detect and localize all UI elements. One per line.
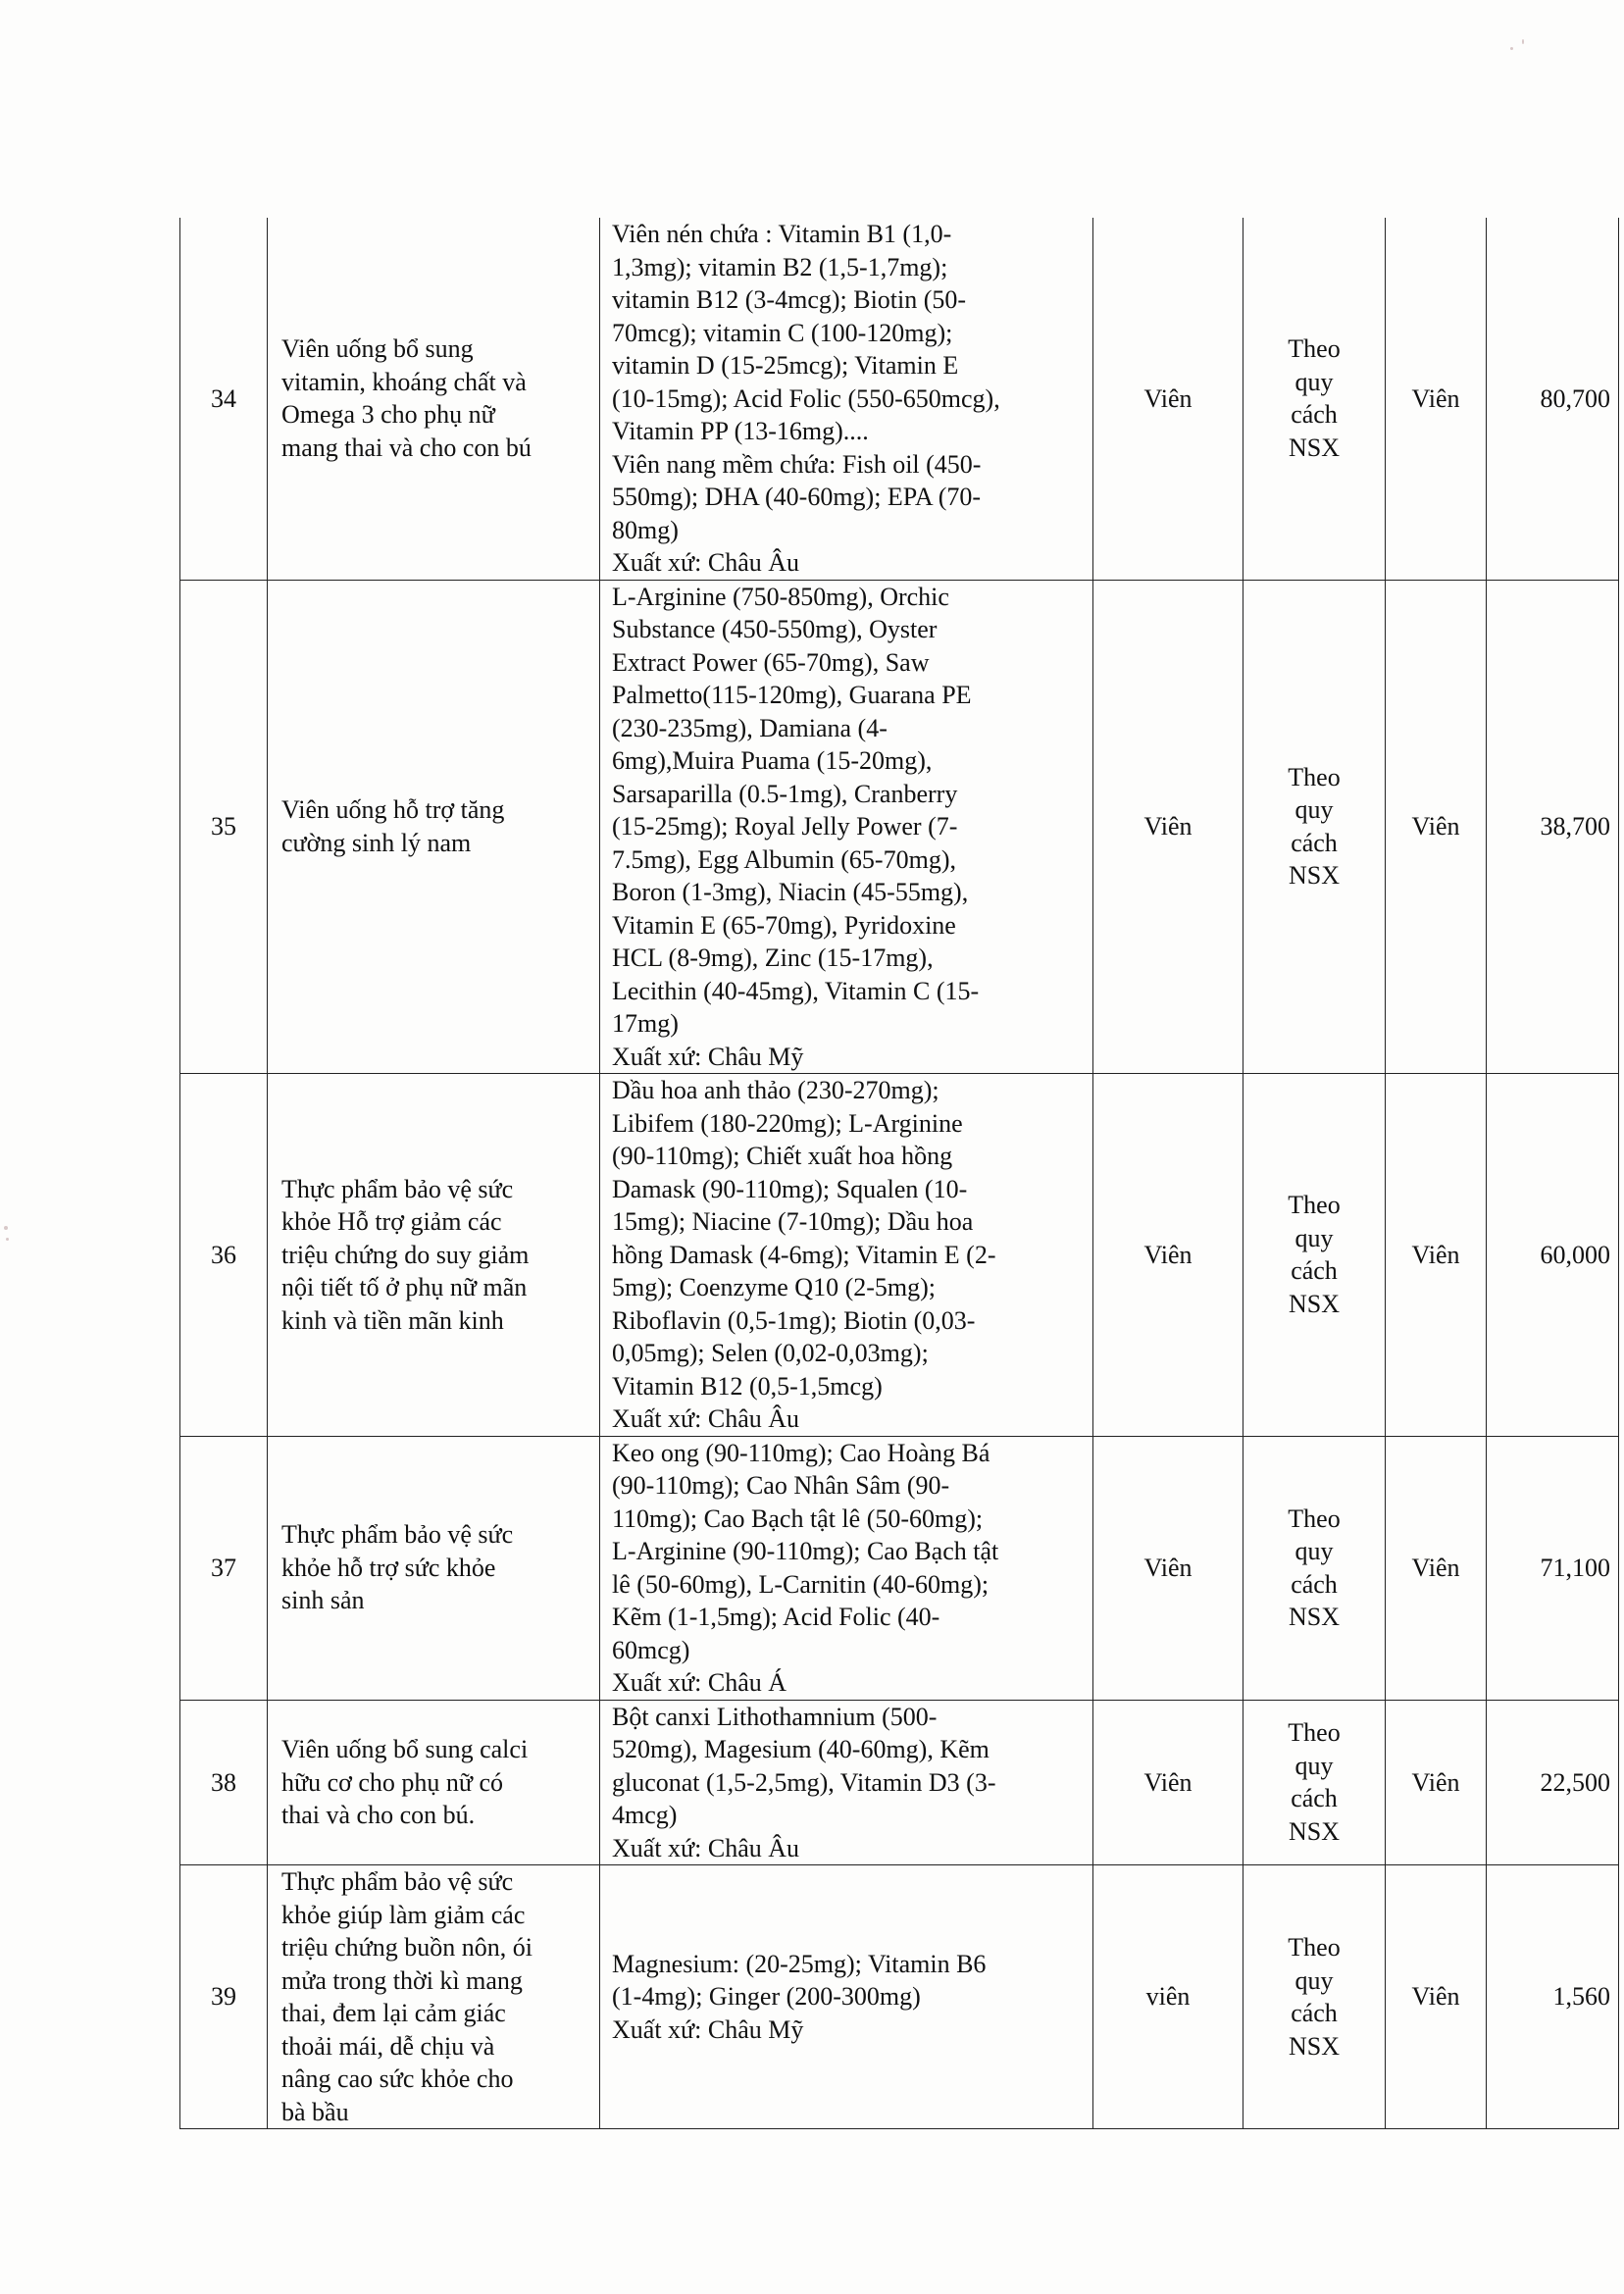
scan-speck [4, 1226, 8, 1230]
specification-line: 60mcg) [612, 1635, 690, 1664]
product-name-line: Omega 3 cho phụ nữ [281, 400, 495, 430]
packaging-line: Theo [1288, 1933, 1341, 1962]
packaging-line: quy [1294, 1537, 1334, 1565]
unit-cell-2: Viên [1386, 1700, 1487, 1865]
packaging-line: NSX [1288, 1289, 1340, 1318]
product-name [268, 1865, 600, 2129]
product-specification [600, 580, 1093, 1074]
product-name-line: mang thai và cho con bú [281, 433, 532, 462]
specification-line: 6mg),Muira Puama (15-20mg), [612, 746, 933, 775]
price-cell: 80,700 [1487, 218, 1619, 580]
specification-line: Libifem (180-220mg); L-Arginine [612, 1108, 963, 1138]
product-name-line: triệu chứng do suy giảm [281, 1240, 530, 1269]
packaging-cell [1243, 1436, 1386, 1700]
packaging-line: Theo [1288, 1718, 1341, 1748]
table-row [180, 580, 1619, 1074]
specification-line: 550mg); DHA (40-60mg); EPA (70- [612, 483, 982, 511]
product-name [268, 1700, 600, 1865]
packaging-line: cách [1291, 828, 1338, 857]
specification-line: Keo ong (90-110mg); Cao Hoàng Bá [612, 1438, 990, 1467]
table-row [180, 1865, 1619, 2129]
product-specification [600, 1700, 1093, 1865]
unit-cell: Viên [1093, 1074, 1243, 1437]
specification-line: 0,05mg); Selen (0,02-0,03mg); [612, 1339, 929, 1367]
packaging-line: NSX [1288, 861, 1340, 891]
specification-line: Vitamin PP (13-16mg).... [612, 417, 869, 445]
unit-cell-2: Viên [1386, 218, 1487, 580]
packaging-line: NSX [1288, 1603, 1340, 1631]
packaging-line: Theo [1288, 762, 1341, 791]
product-specification [600, 218, 1093, 580]
packaging-line: quy [1294, 1223, 1334, 1252]
specification-line: 520mg), Magesium (40-60mg), Kẽm [612, 1735, 990, 1763]
product-name-line: thoải mái, dễ chịu và [281, 2031, 495, 2061]
packaging-cell [1243, 1700, 1386, 1865]
scan-speck [1510, 47, 1513, 50]
row-number: 34 [180, 218, 268, 580]
row-number: 35 [180, 580, 268, 1074]
specification-line: 110mg); Cao Bạch tật lê (50-60mg); [612, 1504, 984, 1533]
product-name-line: Thực phẩm bảo vệ sức [281, 1520, 514, 1550]
specification-line: HCL (8-9mg), Zinc (15-17mg), [612, 943, 934, 972]
packaging-line: quy [1294, 1965, 1334, 1995]
specification-line: 70mcg); vitamin C (100-120mg); [612, 318, 953, 347]
specification-line: hồng Damask (4-6mg); Vitamin E (2- [612, 1240, 996, 1269]
product-name-line: thai và cho con bú. [281, 1801, 476, 1829]
packaging-line: Theo [1288, 1191, 1341, 1220]
table-row [180, 1700, 1619, 1865]
product-name-line: Thực phẩm bảo vệ sức [281, 1174, 514, 1203]
packaging-line: NSX [1288, 433, 1340, 462]
packaging-line: quy [1294, 1751, 1334, 1780]
packaging-line: cách [1291, 1256, 1338, 1286]
table-row [180, 218, 1619, 580]
product-name-line: thai, đem lại cảm giác [281, 1999, 506, 2027]
scan-speck [1522, 39, 1524, 44]
row-number: 38 [180, 1700, 268, 1865]
unit-cell: Viên [1093, 580, 1243, 1074]
specification-line: Xuất xứ: Châu Âu [612, 548, 800, 577]
unit-cell: Viên [1093, 1436, 1243, 1700]
packaging-line: Theo [1288, 334, 1341, 364]
specification-line: Riboflavin (0,5-1mg); Biotin (0,03- [612, 1305, 976, 1335]
packaging-line: cách [1291, 1569, 1338, 1599]
packaging-line: quy [1294, 795, 1334, 825]
product-specification [600, 1074, 1093, 1437]
packaging-line: quy [1294, 367, 1334, 396]
unit-cell: Viên [1093, 1700, 1243, 1865]
product-specification [600, 1436, 1093, 1700]
product-name-line: hữu cơ cho phụ nữ có [281, 1767, 504, 1797]
specification-line: (15-25mg); Royal Jelly Power (7- [612, 812, 958, 841]
specification-line: (230-235mg), Damiana (4- [612, 713, 888, 742]
specification-line: Bột canxi Lithothamnium (500- [612, 1702, 938, 1731]
specification-line: Substance (450-550mg), Oyster [612, 615, 938, 643]
row-number: 37 [180, 1436, 268, 1700]
product-name-line: Thực phẩm bảo vệ sức [281, 1867, 514, 1896]
row-number: 36 [180, 1074, 268, 1437]
specification-line: Vitamin E (65-70mg), Pyridoxine [612, 910, 956, 940]
specification-line: Xuất xứ: Châu Á [612, 1668, 787, 1697]
specification-line: (1-4mg); Ginger (200-300mg) [612, 1982, 921, 2012]
unit-cell-2: Viên [1386, 1865, 1487, 2129]
product-name-line: khỏe Hỗ trợ giảm các [281, 1207, 502, 1236]
product-name [268, 218, 600, 580]
product-name-line: mửa trong thời kì mang [281, 1965, 523, 1995]
price-cell: 1,560 [1487, 1865, 1619, 2129]
scan-speck [6, 1238, 9, 1241]
product-name [268, 1074, 600, 1437]
packaging-cell [1243, 1074, 1386, 1437]
specification-line: 5mg); Coenzyme Q10 (2-5mg); [612, 1273, 936, 1301]
specification-line: (90-110mg); Cao Nhân Sâm (90- [612, 1471, 950, 1500]
price-cell: 60,000 [1487, 1074, 1619, 1437]
packaging-line: NSX [1288, 2031, 1340, 2061]
product-name-line: khỏe giúp làm giảm các [281, 1900, 526, 1929]
specification-line: Viên nén chứa : Vitamin B1 (1,0- [612, 220, 952, 248]
packaging-cell [1243, 580, 1386, 1074]
specification-line: Magnesium: (20-25mg); Vitamin B6 [612, 1949, 987, 1978]
specification-line: Vitamin B12 (0,5-1,5mcg) [612, 1371, 883, 1401]
table-row [180, 1074, 1619, 1437]
price-cell: 22,500 [1487, 1700, 1619, 1865]
product-table [179, 218, 1619, 2129]
packaging-cell [1243, 1865, 1386, 2129]
specification-line: Dầu hoa anh thảo (230-270mg); [612, 1076, 939, 1104]
product-name-line: khỏe hỗ trợ sức khỏe [281, 1553, 496, 1582]
product-name-line: vitamin, khoáng chất và [281, 367, 527, 396]
specification-line: 15mg); Niacine (7-10mg); Dầu hoa [612, 1207, 974, 1236]
packaging-cell [1243, 218, 1386, 580]
product-name [268, 580, 600, 1074]
product-name-line: Viên uống bổ sung [281, 334, 474, 364]
specification-line: vitamin D (15-25mcg); Vitamin E [612, 351, 959, 380]
specification-line: Xuất xứ: Châu Mỹ [612, 1042, 804, 1071]
specification-line: 80mg) [612, 515, 679, 544]
specification-line: Xuất xứ: Châu Âu [612, 1404, 800, 1433]
product-name-line: Viên uống bổ sung calci [281, 1735, 529, 1763]
row-number: 39 [180, 1865, 268, 2129]
specification-line: Boron (1-3mg), Niacin (45-55mg), [612, 878, 969, 906]
specification-line: Xuất xứ: Châu Mỹ [612, 2014, 804, 2044]
specification-line: lê (50-60mg), L-Carnitin (40-60mg); [612, 1569, 990, 1599]
product-name-line: Viên uống hỗ trợ tăng [281, 795, 505, 825]
specification-line: Lecithin (40-45mg), Vitamin C (15- [612, 976, 980, 1005]
specification-line: 4mcg) [612, 1801, 678, 1829]
price-cell: 38,700 [1487, 580, 1619, 1074]
unit-cell-2: Viên [1386, 1436, 1487, 1700]
product-name-line: nâng cao sức khỏe cho [281, 2065, 514, 2093]
packaging-line: cách [1291, 400, 1338, 430]
table-row [180, 1436, 1619, 1700]
unit-cell-2: Viên [1386, 1074, 1487, 1437]
specification-line: 7.5mg), Egg Albumin (65-70mg), [612, 844, 956, 874]
specification-line: Sarsaparilla (0.5-1mg), Cranberry [612, 779, 958, 808]
packaging-line: Theo [1288, 1504, 1341, 1533]
specification-line: Kẽm (1-1,5mg); Acid Folic (40- [612, 1603, 940, 1631]
price-cell: 71,100 [1487, 1436, 1619, 1700]
specification-line: Extract Power (65-70mg), Saw [612, 647, 930, 677]
packaging-line: NSX [1288, 1816, 1340, 1846]
packaging-line: cách [1291, 1784, 1338, 1813]
product-name-line: nội tiết tố ở phụ nữ mãn [281, 1273, 528, 1301]
specification-line: Viên nang mềm chứa: Fish oil (450- [612, 449, 982, 479]
product-name-line: kinh và tiền mãn kinh [281, 1305, 504, 1335]
specification-line: Palmetto(115-120mg), Guarana PE [612, 681, 972, 709]
unit-cell: viên [1093, 1865, 1243, 2129]
specification-line: L-Arginine (90-110mg); Cao Bạch tật [612, 1537, 999, 1565]
product-specification [600, 1865, 1093, 2129]
specification-line: Xuất xứ: Châu Âu [612, 1833, 800, 1862]
unit-cell-2: Viên [1386, 580, 1487, 1074]
packaging-line: cách [1291, 1999, 1338, 2027]
specification-line: 17mg) [612, 1009, 679, 1038]
specification-line: L-Arginine (750-850mg), Orchic [612, 582, 949, 611]
unit-cell: Viên [1093, 218, 1243, 580]
specification-line: gluconat (1,5-2,5mg), Vitamin D3 (3- [612, 1767, 996, 1797]
specification-line: vitamin B12 (3-4mcg); Biotin (50- [612, 285, 967, 314]
specification-line: Damask (90-110mg); Squalen (10- [612, 1174, 968, 1203]
product-name [268, 1436, 600, 1700]
product-name-line: sinh sản [281, 1586, 365, 1615]
product-name-line: bà bầu [281, 2097, 349, 2126]
product-name-line: triệu chứng buồn nôn, ói [281, 1933, 533, 1962]
specification-line: 1,3mg); vitamin B2 (1,5-1,7mg); [612, 252, 948, 281]
specification-line: (10-15mg); Acid Folic (550-650mcg), [612, 383, 1000, 413]
product-name-line: cường sinh lý nam [281, 828, 472, 857]
specification-line: (90-110mg); Chiết xuất hoa hồng [612, 1142, 953, 1170]
